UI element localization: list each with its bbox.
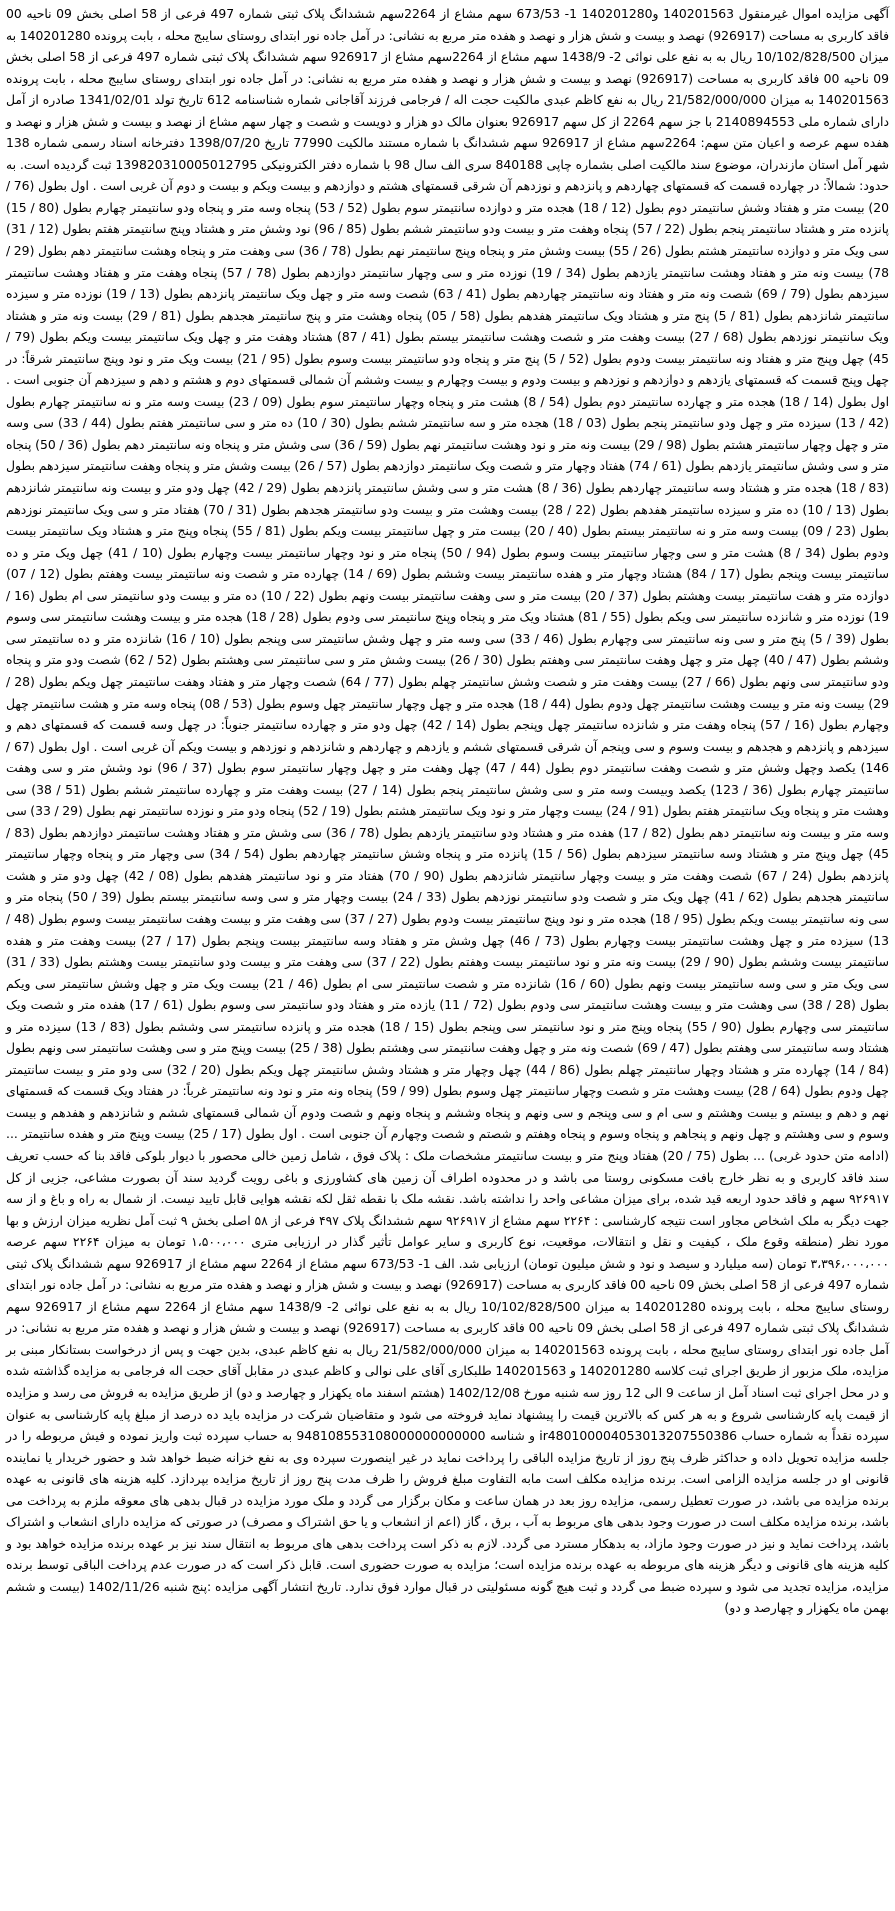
auction-notice-text: آگهی مزایده اموال غیرمنقول 140201563 و140201280 1- 673/53 سهم مشاع از 2264سهم ششدانگ پلاک ثبتی شماره 497 فرعی از 58 اصلی بخش 09 ناحیه 00 فاقد کاربری به مساحت (926917) نهصد و بیست و شش هزار و نهصد و هفده متر مربع به نشانی: در آمل جاده نور ابتدای روستای سایبج محله ، بابت پرونده 140201280 به میزان 10/102/828/500 ریال به به نفع علی نوائی 2- 1438/9 سهم مشاع از 2264سهم مشاع از 926917 سهم ششدانگ پلاک ثبتی شماره 497 فرعی از 58 اصلی بخش 09 ناحیه 00 فاقد کاربری به مساحت (926917) نهصد و بیست و شش هزار و نهصد و هفده متر مربع به نشانی: در آمل جاده نور ابتدای روستای سایبج محله ، بابت پرونده 140201563 به میزان 21/582/000/000 ریال به نفع کاظم عبدی مالکیت حجت اله / فرجامی فرزند آقاجانی شماره شناسنامه 612 تاریخ تولد 1341/02/01 صادره از آمل دارای شماره ملی 2140894553 با جز سهم 2264 از کل سهم 926917 بعنوان مالک دو هزار و دویست و شصت و چهار سهم مشاع از نهصد و بیست و شش هزار و نهصد و هفده سهم عرصه و اعیان متن سهم: 2264سهم مشاع از 926917 سهم ششدانگ با شماره مستند مالکیت 77990 تاریخ 1398/07/20 دفترخانه اسناد رسمی شماره 138 شهر آمل استان مازندران، موضوع سند مالکیت اصلی بشماره چاپی 840188 سری الف سال 98 با شماره دفتر الکترونیکی 139820310005012795 ثبت گردیده است. به حدود: شمالاً: در چهارده قسمت که قسمتهای چهاردهم و پانزدهم و نوزدهم آن شرقی قسمتهای هشتم و دوازدهم و بیست ویکم و بیست و دوم آن غربی است . اول بطول (76 / 20) بیست متر و هفتاد وشش سانتیمتر دوم بطول (12 / 18) هجده متر و دوازده سانتیمتر سوم بطول (52 / 53) پنجاه وسه متر و پنجاه ودو سانتیمتر چهارم بطول (80 / 15) پانزده متر و هشتاد سانتیمتر پنجم بطول (22 / 57) پنجاه وهفت متر و بیست ودو سانتیمتر ششم بطول (85 / 96) نود وشش متر و هشتاد وپنج سانتیمتر هفتم بطول (12 / 31) سی ویک متر و دوازده سانتیمتر هشتم بطول (26 / 55) بیست وشش متر و پنجاه وپنج سانتیمتر نهم بطول (78 / 36) سی وهفت متر و پنجاه وهشت سانتیمتر دهم بطول (29 / 78) بیست ونه متر و هفتاد وهشت سانتیمتر یازدهم بطول (34 / 19) نوزده متر و سی وچهار سانتیمتر دوازدهم بطول (78 / 57) پنجاه وهفت متر و هفتاد وهشت سانتیمتر سیزدهم بطول (79 / 69) شصت ونه متر و هفتاد ونه سانتیمتر چهاردهم بطول (41 / 63) شصت وسه متر و چهل ویک سانتیمتر پانزدهم بطول (13 / 19) نوزده متر و سیزده سانتیمتر شانزدهم بطول (81 / 5) پنج متر و هشتاد ویک سانتیمتر هفدهم بطول (58 / 05) پنجاه وهشت متر و پنج سانتیمتر هجدهم بطول (81 / 29) بیست ونه متر و هشتاد ویک سانتیمتر نوزدهم بطول (68 / 27) بیست وهفت متر و شصت وهشت سانتیمتر بیستم بطول (41 / 87) هشتاد وهفت متر و چهل ویک سانتیمتر بیست ویکم بطول (79 / 45) چهل وپنج متر و هفتاد ونه سانتیمتر بیست ودوم بطول (52 / 5) پنج متر و پنجاه ودو سانتیمتر بیست وسوم بطول (95 / 21) بیست ویک متر و نود وپنج سانتیمتر شرقاً: در چهل وپنج قسمت که قسمتهای یازدهم و دوازدهم و نوزدهم و بیست ودوم و بیست وچهارم و بیست وششم آن شمالی قسمتهای دوم و هشتم و دهم و سیزدهم آن جنوبی است . اول بطول (14 / 18) هجده متر و چهارده سانتیمتر دوم بطول (54 / 8) هشت متر و پنجاه وچهار سانتیمتر سوم بطول (09 / 23) بیست وسه متر و نه سانتیمتر چهارم بطول (42 / 13) سیزده متر و چهل ودو سانتیمتر پنجم بطول (03 / 18) هجده متر و سه سانتیمتر ششم بطول (30 / 10) ده متر و سی سانتیمتر هفتم بطول (44 / 33) سی وسه متر و چهل وچهار سانتیمتر هشتم بطول (98 / 29) بیست ونه متر و نود وهشت سانتیمتر نهم بطول (59 / 36) سی وشش متر و پنجاه ونه سانتیمتر دهم بطول (36 / 50) پنجاه متر و سی وشش سانتیمتر یازدهم بطول (61 / 74) هفتاد وچهار متر و شصت ویک سانتیمتر دوازدهم بطول (57 / 26) بیست وشش متر و پنجاه وهفت سانتیمتر سیزدهم بطول (83 / 18) هجده متر و هشتاد وسه سانتیمتر چهاردهم بطول (36 / 8) هشت متر و سی وشش سانتیمتر پانزدهم بطول (29 / 42) چهل ودو متر و بیست ونه سانتیمتر شانزدهم بطول (13 / 10) ده متر و سیزده سانتیمتر هفدهم بطول (22 / 28) بیست وهشت متر و بیست ودو سانتیمتر هجدهم بطول (31 / 70) هفتاد متر و سی ویک سانتیمتر نوزدهم بطول (23 / 09) بیست وسه متر و نه سانتیمتر بیستم بطول (40 / 20) بیست متر و چهل سانتیمتر بیست ویکم بطول (81 / 55) پنجاه وپنج متر و هشتاد ویک سانتیمتر بیست ودوم بطول (34 / 8) هشت متر و سی وچهار سانتیمتر بیست وسوم بطول (94 / 50) پنجاه متر و نود وچهار سانتیمتر بیست وچهارم بطول (10 / 41) چهل ویک متر و ده سانتیمتر بیست وپنجم بطول (17 / 84) هشتاد وچهار متر و هفده سانتیمتر بیست وششم بطول (69 / 14) چهارده متر و شصت ونه سانتیمتر بیست وهفتم بطول (12 / 07) دوازده متر و هفت سانتیمتر بیست وهشتم بطول (37 / 20) بیست متر و سی وهفت سانتیمتر بیست ونهم بطول (22 / 10) ده متر و بیست ودو سانتیمتر سی ام بطول (16 / 19) نوزده متر و شانزده سانتیمتر سی ویکم بطول (55 / 81) هشتاد ویک متر و پنجاه وپنج سانتیمتر سی ودوم بطول (28 / 18) هجده متر و بیست وهشت سانتیمتر سی وسوم بطول (39 / 5) پنج متر و سی ونه سانتیمتر سی وچهارم بطول (46 / 33) سی وسه متر و چهل وشش سانتیمتر سی وپنجم بطول (10 / 16) شانزده متر و ده سانتیمتر سی وششم بطول (47 / 40) چهل متر و چهل وهفت سانتیمتر سی وهفتم بطول (30 / 26) بیست وشش متر و سی سانتیمتر سی وهشتم بطول (52 / 62) شصت ودو متر و پنجاه ودو سانتیمتر سی ونهم بطول (66 / 27) بیست وهفت متر و شصت وشش سانتیمتر چهلم بطول (77 / 64) شصت وچهار متر و هفتاد وهفت سانتیمتر چهل ویکم بطول (28 / 29) بیست ونه متر و بیست وهشت سانتیمتر چهل ودوم بطول (44 / 18) هجده متر و چهل وچهار سانتیمتر چهل وسوم بطول (53 / 08) پنجاه وسه متر و هشت سانتیمتر چهل وچهارم بطول (16 / 57) پنجاه وهفت متر و شانزده سانتیمتر چهل وپنجم بطول (14 / 42) چهل ودو متر و چهارده سانتیمتر جنوباً: در چهل وسه قسمت که قسمتهای دهم و سیزدهم و پانزدهم و هجدهم و بیست وسوم و سی وپنجم آن شرقی قسمتهای ششم و یازدهم و چهاردهم و شانزدهم و نوزدهم و بیست ویکم آن غربی است . اول بطول (67 / 146) یکصد وچهل وشش متر و شصت وهفت سانتیمتر دوم بطول (44 / 47) چهل وهفت متر و چهل وچهار سانتیمتر سوم بطول (37 / 96) نود وشش متر و سی وهفت سانتیمتر چهارم بطول (36 / 123) یکصد وبیست وسه متر و سی وشش سانتیمتر پنجم بطول (14 / 27) بیست وهفت متر و چهارده سانتیمتر ششم بطول (51 / 38) سی وهشت متر و پنجاه ویک سانتیمتر هفتم بطول (91 / 24) بیست وچهار متر و نود ویک سانتیمتر هشتم بطول (19 / 52) پنجاه ودو متر و نوزده سانتیمتر نهم بطول (29 / 33) سی وسه متر و بیست ونه سانتیمتر دهم بطول (82 / 17) هفده متر و هشتاد ودو سانتیمتر یازدهم بطول (78 / 36) سی وشش متر و هفتاد وهشت سانتیمتر دوازدهم بطول (83 / 45) چهل وپنج متر و هشتاد وسه سانتیمتر سیزدهم بطول (56 / 15) پانزده متر و پنجاه وشش سانتیمتر چهاردهم بطول (54 / 34) سی وچهار متر و پنجاه وچهار سانتیمتر پانزدهم بطول (24 / 67) شصت وهفت متر و بیست وچهار سانتیمتر شانزدهم بطول (90 / 70) هفتاد متر و نود سانتیمتر هفدهم بطول (08 / 42) چهل ودو متر و هشت سانتیمتر هجدهم بطول (62 / 41) چهل ویک متر و شصت ودو سانتیمتر نوزدهم بطول (33 / 24) بیست وچهار متر و سی وسه سانتیمتر بیستم بطول (39 / 50) پنجاه متر و سی ونه سانتیمتر بیست ویکم بطول (95 / 18) هجده متر و نود وپنج سانتیمتر بیست ودوم بطول (27 / 37) سی وهفت متر و بیست وهفت سانتیمتر بیست وسوم بطول (48 / 13) سیزده متر و چهل وهشت سانتیمتر بیست وچهارم بطول (73 / 46) چهل وشش متر و هفتاد وسه سانتیمتر بیست وپنجم بطول (17 / 27) بیست وهفت متر و هفده سانتیمتر بیست وششم بطول (90 / 29) بیست ونه متر و نود سانتیمتر بیست وهفتم بطول (22 / 37) سی وهفت متر و بیست ودو سانتیمتر بیست وهشتم بطول (33 / 31) سی ویک متر و سی وسه سانتیمتر بیست ونهم بطول (60 / 16) شانزده متر و شصت سانتیمتر سی ام بطول (46 / 21) بیست ویک متر و چهل وشش سانتیمتر سی ویکم بطول (28 / 38) سی وهشت متر و بیست وهشت سانتیمتر سی ودوم بطول (72 / 11) یازده متر و هفتاد ودو سانتیمتر سی وسوم بطول (61 / 17) هفده متر و شصت ویک سانتیمتر سی وچهارم بطول (90 / 55) پنجاه وپنج متر و نود سانتیمتر سی وپنجم بطول (15 / 18) هجده متر و پانزده سانتیمتر سی وششم بطول (83 / 13) سیزده متر و هشتاد وسه سانتیمتر سی وهفتم بطول (47 / 69) شصت ونه متر و چهل وهفت سانتیمتر سی وهشتم بطول (38 / 25) بیست وپنج متر و سی وهشت سانتیمتر سی ونهم بطول (84 / 14) چهارده متر و هشتاد وچهار سانتیمتر چهلم بطول (86 / 44) چهل وچهار متر و هشتاد وشش سانتیمتر چهل ویکم بطول (20 / 32) سی ودو متر و بیست سانتیمتر چهل ودوم بطول (64 / 28) بیست وهشت متر و شصت وچهار سانتیمتر چهل وسوم بطول (99 / 59) پنجاه ونه متر و نود ونه سانتیمتر غرباً: در هفتاد ویک قسمت که قسمتهای نهم و دهم و بیستم و بیست وهشتم و سی ام و سی وپنجم و سی ونهم و پنجاه وششم و پنجاه ونهم و شصت ودوم آن شمالی قسمتهای ششم و شانزدهم و هفدهم و بیست وسوم و سی وهشتم و چهل ونهم و پنجاهم و پنجاه وسوم و پنجاه وهفتم و شصتم و شصت وچهارم آن جنوبی است . اول بطول (17 / 25) بیست وپنج متر و هفده سانتیمتر ... (ادامه متن حدود غربی) ... بطول (75 / 20) هفتاد وپنج متر و بیست سانتیمتر مشخصات ملک : پلاک فوق ، شامل زمین خالی محصور با دیوار بلوکی فاقد بنا که حسب تعریف سند فاقد کاربری و به نظر خارج بافت مسکونی روستا می باشد و در محدوده اطراف آن زمین های کشاورزی و باغی رویت گردید سند آن بصورت مشاعی، جزیی از کل ۹۲۶۹۱۷ سهم و فاقد حدود اربعه قید شده، برای میزان مشاعی واحد را نداشته باشد. نقشه ملک با نقطه ثقل لکه نقشه هوایی قابل تایید نیست. از شمال به راه و باغ و از سه جهت دیگر به ملک اشخاص مجاور است نتیجه کارشناسی : ۲۲۶۴ سهم مشاع از ۹۲۶۹۱۷ سهم ششدانگ پلاک ۴۹۷ فرعی از ۵۸ اصلی بخش ۹ ثبت آمل نظریه میزان ارزش و بها مورد نظر (منطقه وقوع ملک ، کیفیت و نقل و انتقالات، موقعیت، نوع کاربری و سایر عوامل تأثیر گذار در ارزیابی متری ۱،۵۰۰،۰۰۰ تومان به میزان ۲۲۶۴ سهم عرصه ۳،۳۹۶،۰۰۰،۰۰۰ تومان (سه میلیارد و سیصد و نود و شش میلیون تومان) ارزیابی شد. الف 1- 673/53 سهم مشاع از 2264 سهم مشاع از 926917 سهم ششدانگ پلاک ثبتی شماره 497 فرعی از 58 اصلی بخش 09 ناحیه 00 فاقد کاربری به مساحت (926917) نهصد و بیست و شش هزار و نهصد و هفده متر مربع به نشانی: در آمل جاده نور ابتدای روستای سایبج محله ، بابت پرونده 140201280 به میزان 10/102/828/500 ریال به به نفع علی نوائی 2- 1438/9 سهم مشاع از 2264 سهم مشاع از 926917 سهم ششدانگ پلاک ثبتی شماره 497 فرعی از 58 اصلی بخش 09 ناحیه 00 فاقد کاربری به مساحت (926917) نهصد و بیست و شش هزار و نهصد و هفده متر مربع به نشانی: در آمل جاده نور ابتدای روستای سایبج محله ، بابت پرونده 140201563 به میزان 21/582/000/000 ریال به نفع کاظم عبدی، بدین جهت و پس از درخواست بستانکار مبنی بر مزایده، ملک مزبور از طریق اجرای ثبت کلاسه 140201280 و 140201563 طلبکاری آقای علی نوالی و کاظم عبدی در مقابل آقای حجت اله فرجامی به مزایده گذاشته شده و در محل اجرای ثبت اسناد آمل از ساعت 9 الی 12 روز سه شنبه مورخ 1402/12/08 (هشتم اسفند ماه یکهزار و چهارصد و دو) از طریق مزایده به فروش می رسد و مزایده از قیمت پایه کارشناسی شروع و به هر کس که بالاترین قیمت را پیشنهاد نماید فروخته می شود و متقاضیان شرکت در مزایده باید ده درصد از مبلغ پایه کارشناسی به عنوان سپرده نقداً به شماره حساب ir480100004053013207550386 و شناسه 948108553108000000000000 به حساب سپرده ثبت واریز نموده و فیش مربوطه را در جلسه مزایده تحویل داده و حداکثر ظرف پنج روز از تاریخ مزایده الباقی را پرداخت نماید در غیر اینصورت سپرده وی به نفع خزانه ضبط خواهد شد و حضور خریدار یا نماینده قانونی او در جلسه مزایده الزامی است. برنده مزایده مکلف است مابه التفاوت مبلغ فروش را ظرف مدت پنج روز از تاریخ مزایده بپردازد. کلیه هزینه های قانونی به عهده برنده مزایده می باشد، در صورت تعطیل رسمی، مزایده روز بعد در همان ساعت و مکان برگزار می گردد و ملک مورد مزایده در قبال بدهی های معوقه ملزم به پرداخت می باشد، برنده مزایده مکلف است در صورت وجود بدهی های مربوط به آب ، برق ، گاز (اعم از انشعاب و یا حق اشتراک و مصرف) در صورتی که مزایده دارای انشعاب و اشتراک باشد، پرداخت نماید و نیز در صورت وجود مازاد، به بدهکار مسترد می گردد. لازم به ذکر است پرداخت بدهی های مربوط به انتقال سند نیز بر عهده برنده مزایده خواهد بود و کلیه هزینه های قانونی و دیگر هزینه های مربوطه به عهده برنده مزایده است؛ مزایده به صورت حضوری است. قابل ذکر است که در صورت عدم پرداخت الباقی توسط برنده مزایده، مزایده تجدید می شود و سپرده ضبط می گردد و ثبت هیچ گونه مسئولیتی در قبال موارد فوق ندارد. تاریخ انتشار آگهی مزایده :پنج شنبه 1402/11/26 (بیست و ششم بهمن ماه یکهزار و چهارصد و دو) — [6, 6, 890, 1616]
